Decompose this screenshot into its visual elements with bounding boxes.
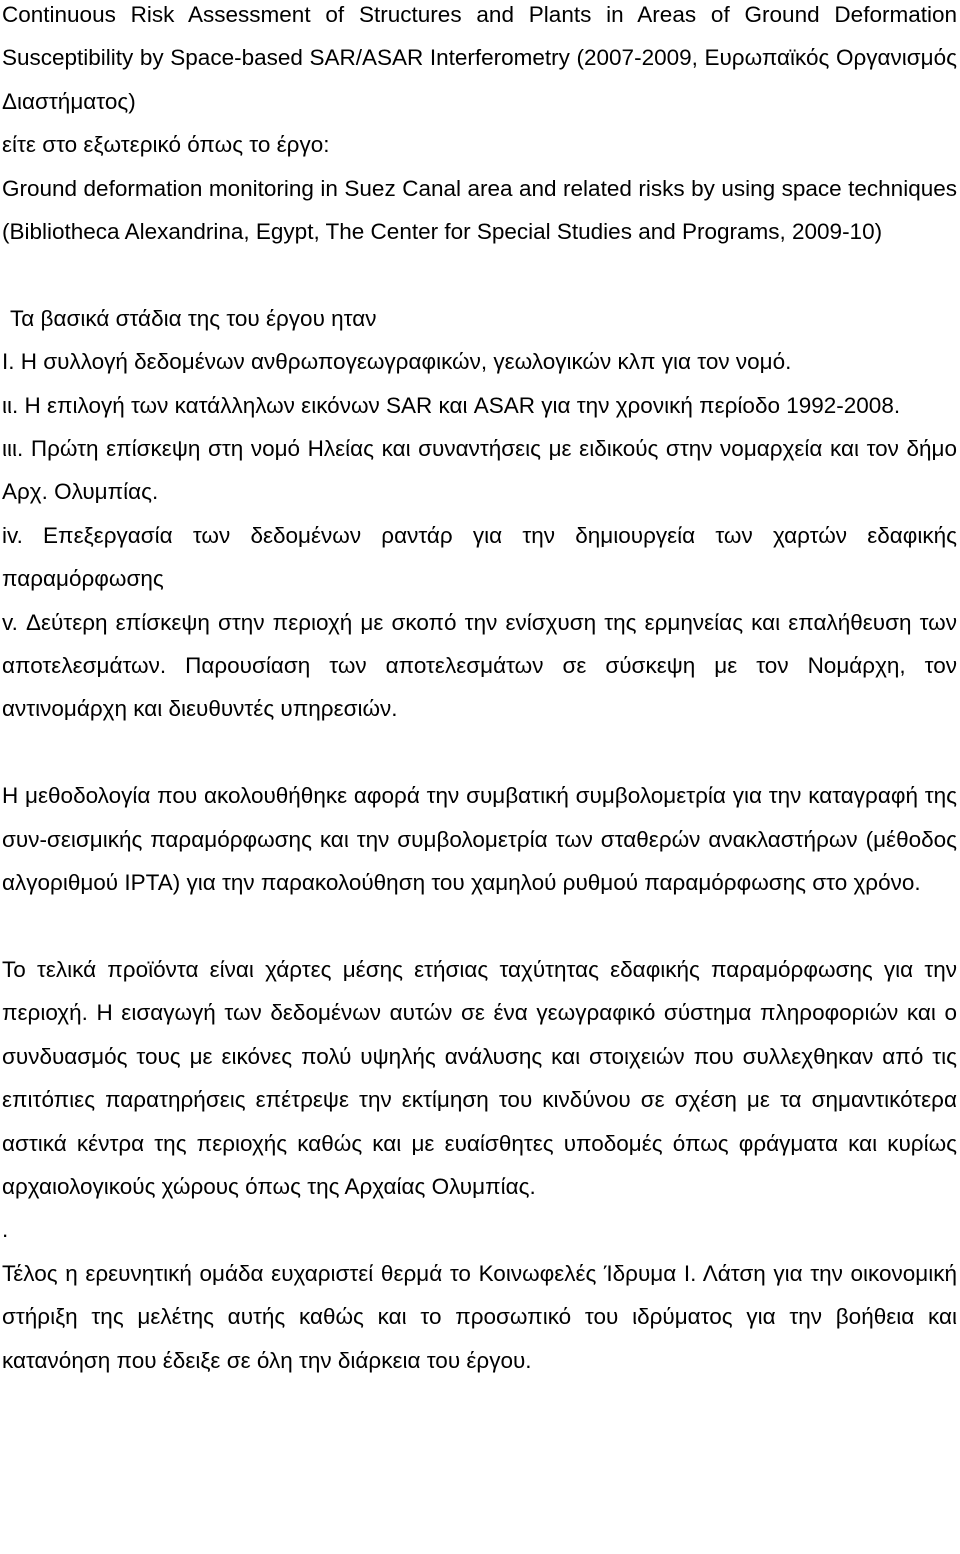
paragraph-project-europe: Continuous Risk Assessment of Structures and Plants in Areas of Ground Deformation Susceptibility by Space-based SAR/ASAR Interferometry (2007-2009, Ευρωπαϊκός Οργανισμός Διαστήματος) (2, 2, 957, 114)
paragraph-abroad-intro: είτε στο εξωτερικό όπως το έργο: (2, 132, 330, 158)
stages-heading: Τα βασικά στάδια της του έργου ηταν (10, 305, 377, 331)
stage-item-5: v. Δεύτερη επίσκεψη στην περιοχή με σκοπό την ενίσχυση της ερμηνείας και επαλήθευση των αποτελεσμάτων. Παρουσίαση των αποτελεσμάτων σε σύσκεψη με τον Νομάρχη, τον αντινομάρχη και διευθυντές υπηρεσιών. (2, 609, 957, 722)
results-paragraph: Το τελικά προϊόντα είναι χάρτες μέσης ετήσιας ταχύτητας εδαφικής παραμόρφωσης για την περιοχή. Η εισαγωγή των δεδομένων αυτών σε ένα γεωγραφικό σύστημα πληροφοριών και ο συνδυασμός τους με εικόνες πολύ υψηλής ανάλυσης και στοιχειών που συλλεχθηκαν από τις επιτόπιες παρατηρήσεις επέτρεψε την εκτίμηση του κινδύνου σε σχέση με τα σημαντικότερα αστικά κέντρα της περιοχής καθώς και με ευαίσθητες υποδομές όπως φράγματα και κυρίως αρχαιολογικούς χώρους όπως της Αρχαίας Ολυμπίας. (2, 956, 957, 1199)
separator-dot: . (2, 1217, 9, 1243)
blank-line (2, 731, 957, 774)
stage-item-1: I. Η συλλογή δεδομένων ανθρωπογεωγραφικών, γεωλογικών κλπ για τον νομό. (2, 349, 792, 375)
stage-item-3: ιιι. Πρώτη επίσκεψη στη νομό Ηλείας και συναντήσεις με ειδικούς στην νομαρχεία και τον δήμο Αρχ. Ολυμπίας. (2, 436, 957, 505)
stage-item-2: ιι. Η επιλογή των κατάλληλων εικόνων SAR και ASAR για την χρονική περίοδο 1992-2008. (2, 392, 901, 418)
paragraph-project-suez: Ground deformation monitoring in Suez Canal area and related risks by using space techniques (Bibliotheca Alexandrina, Egypt, The Center for Special Studies and Programs, 2009-10) (2, 175, 957, 245)
methodology-paragraph: Η μεθοδολογία που ακολουθήθηκε αφορά την συμβατική συμβολομετρία για την καταγραφή της συν-σεισμικής παραμόρφωσης και την συμβολομετρία των σταθερών ανακλαστήρων (μέθοδος αλγοριθμού IPTA) για την παρακολούθηση του χαμηλού ρυθμού παραμόρφωσης στο χρόνο. (2, 783, 957, 896)
acknowledgement-paragraph: Τέλος η ερευνητική ομάδα ευχαριστεί θερμά το Κοινωφελές Ίδρυμα Ι. Λάτση για την οικονομική στήριξη της μελέτης αυτής καθώς και το προσωπικό του ιδρύματος για την βοήθεια και κατανόηση που έδειξε σε όλη την διάρκεια του έργου. (2, 1260, 957, 1373)
blank-line (2, 905, 957, 948)
stage-item-4: iv. Επεξεργασία των δεδομένων ραντάρ για την δημιουργεία των χαρτών εδαφικής παραμόρφωσης (2, 522, 957, 592)
blank-line (2, 253, 957, 296)
